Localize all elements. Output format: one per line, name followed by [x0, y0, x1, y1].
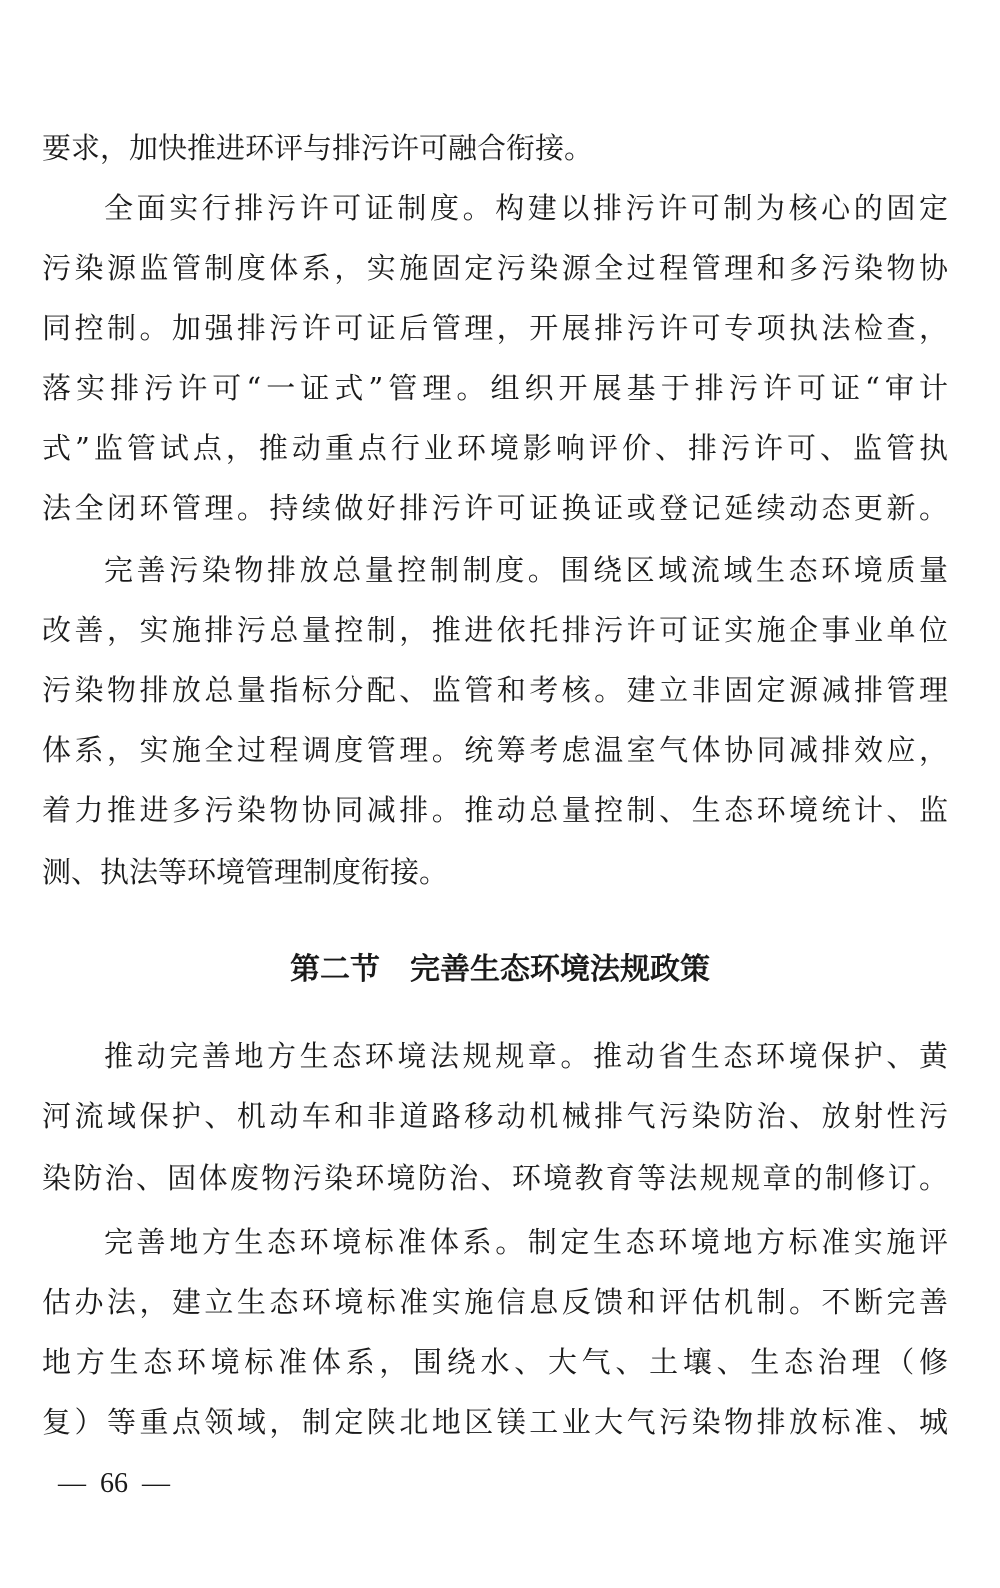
paragraph-line: 推动完善地方生态环境法规规章。推动省生态环境保护、黄 [104, 1039, 948, 1073]
paragraph-line: 估办法，建立生态环境标准实施信息反馈和评估机制。不断完善 [42, 1285, 948, 1319]
paragraph-line: 完善地方生态环境标准体系。制定生态环境地方标准实施评 [104, 1225, 948, 1259]
paragraph-line: 地方生态环境标准体系，围绕水、大气、土壤、生态治理（修 [42, 1345, 948, 1379]
paragraph-line: 落实排污许可“一证式”管理。组织开展基于排污许可证“审计 [42, 371, 948, 405]
section-heading: 第二节 完善生态环境法规政策 [290, 952, 710, 987]
paragraph-line: 复）等重点领域，制定陕北地区镁工业大气污染物排放标准、城 [42, 1405, 948, 1439]
paragraph-line: 改善，实施排污总量控制，推进依托排污许可证实施企事业单位 [42, 613, 948, 647]
page-number: — 66 — [58, 1468, 170, 1499]
paragraph-line: 污染物排放总量指标分配、监管和考核。建立非固定源减排管理 [42, 673, 948, 707]
paragraph-line: 染防治、固体废物污染环境防治、环境教育等法规规章的制修订。 [42, 1161, 948, 1195]
paragraph-line: 全面实行排污许可证制度。构建以排污许可制为核心的固定 [104, 191, 948, 225]
paragraph-line: 同控制。加强排污许可证后管理，开展排污许可专项执法检查， [42, 311, 948, 345]
paragraph-line: 河流域保护、机动车和非道路移动机械排气污染防治、放射性污 [42, 1099, 948, 1133]
paragraph-line: 体系，实施全过程调度管理。统筹考虑温室气体协同减排效应， [42, 733, 948, 767]
paragraph-line: 污染源监管制度体系，实施固定污染源全过程管理和多污染物协 [42, 251, 948, 285]
paragraph-line: 完善污染物排放总量控制制度。围绕区域流域生态环境质量 [104, 553, 948, 587]
paragraph-line: 测、执法等环境管理制度衔接。 [42, 855, 449, 889]
paragraph-line: 法全闭环管理。持续做好排污许可证换证或登记延续动态更新。 [42, 491, 948, 525]
paragraph-line: 式”监管试点，推动重点行业环境影响评价、排污许可、监管执 [42, 431, 948, 465]
paragraph-line: 要求，加快推进环评与排污许可融合衔接。 [42, 131, 594, 165]
paragraph-line: 着力推进多污染物协同减排。推动总量控制、生态环境统计、监 [42, 793, 948, 827]
